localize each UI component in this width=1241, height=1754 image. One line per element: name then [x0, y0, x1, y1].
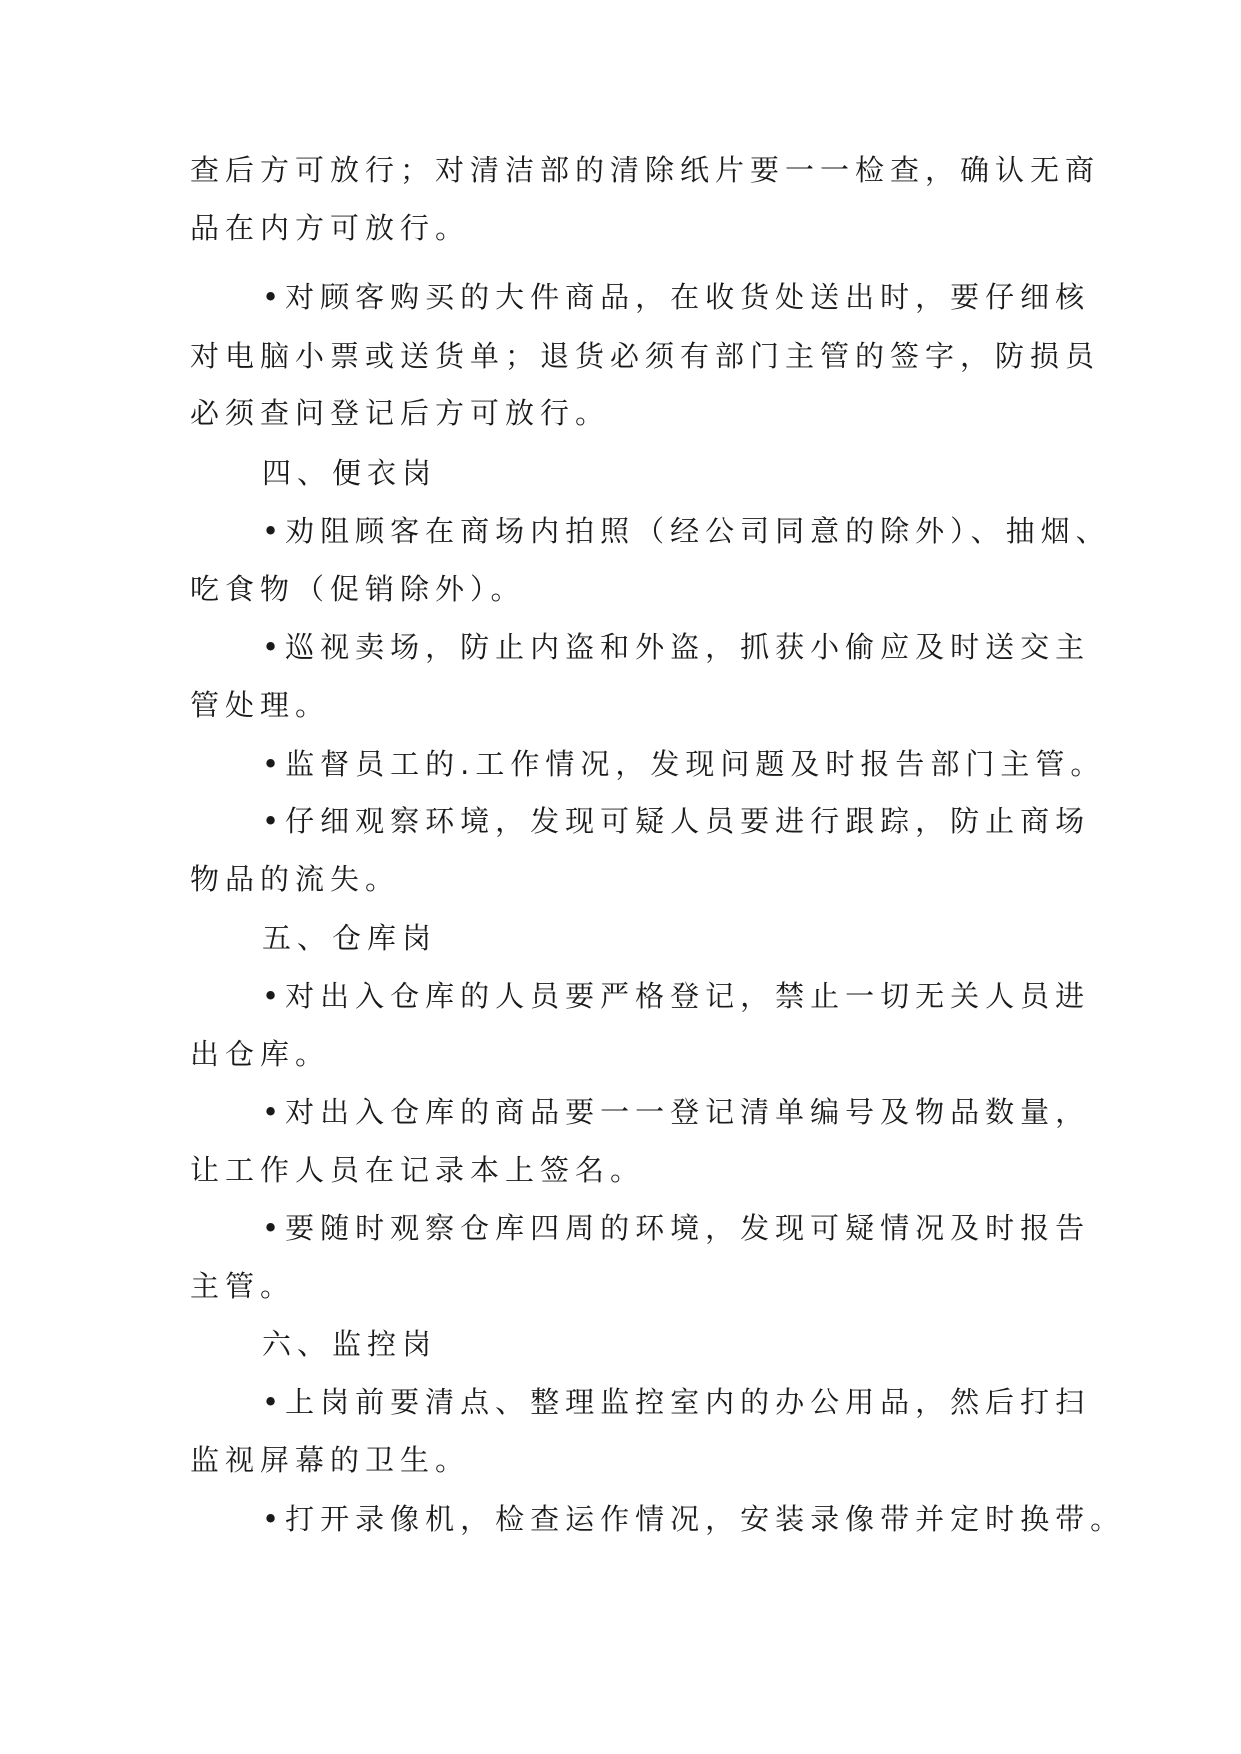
- bullet-item: •监督员工的.工作情况，发现问题及时报告部门主管。: [262, 747, 1106, 781]
- body-text-line: 监视屏幕的卫生。: [190, 1443, 471, 1477]
- bullet-item: •要随时观察仓库四周的环境，发现可疑情况及时报告: [262, 1211, 1091, 1245]
- body-text-line: 吃食物（促销除外）。: [190, 572, 526, 606]
- body-text-line: 管处理。: [190, 688, 331, 722]
- bullet-item: •对顾客购买的大件商品，在收货处送出时，要仔细核: [262, 280, 1091, 314]
- bullet-item: •对出入仓库的人员要严格登记，禁止一切无关人员进: [262, 979, 1091, 1013]
- section-heading: 五、仓库岗: [262, 921, 438, 955]
- body-text-line: 主管。: [190, 1269, 296, 1303]
- body-text-line: 品在内方可放行。: [190, 211, 471, 245]
- bullet-item: •上岗前要清点、整理监控室内的办公用品，然后打扫: [262, 1385, 1091, 1419]
- body-text-line: 让工作人员在记录本上签名。: [190, 1153, 646, 1187]
- bullet-item: •打开录像机，检查运作情况，安装录像带并定时换带。: [262, 1502, 1126, 1536]
- body-text-line: 物品的流失。: [190, 862, 401, 896]
- bullet-item: •对出入仓库的商品要一一登记清单编号及物品数量，: [262, 1095, 1091, 1129]
- body-text-line: 查后方可放行；对清洁部的清除纸片要一一检查，确认无商: [190, 153, 1101, 187]
- bullet-item: •仔细观察环境，发现可疑人员要进行跟踪，防止商场: [262, 804, 1091, 838]
- section-heading: 四、便衣岗: [262, 456, 438, 490]
- body-text-line: 出仓库。: [190, 1037, 331, 1071]
- body-text-line: 对电脑小票或送货单；退货必须有部门主管的签字，防损员: [190, 339, 1101, 373]
- bullet-item: •劝阻顾客在商场内拍照（经公司同意的除外）、抽烟、: [262, 514, 1111, 548]
- bullet-item: •巡视卖场，防止内盗和外盗，抓获小偷应及时送交主: [262, 630, 1091, 664]
- section-heading: 六、监控岗: [262, 1327, 438, 1361]
- body-text-line: 必须查问登记后方可放行。: [190, 396, 611, 430]
